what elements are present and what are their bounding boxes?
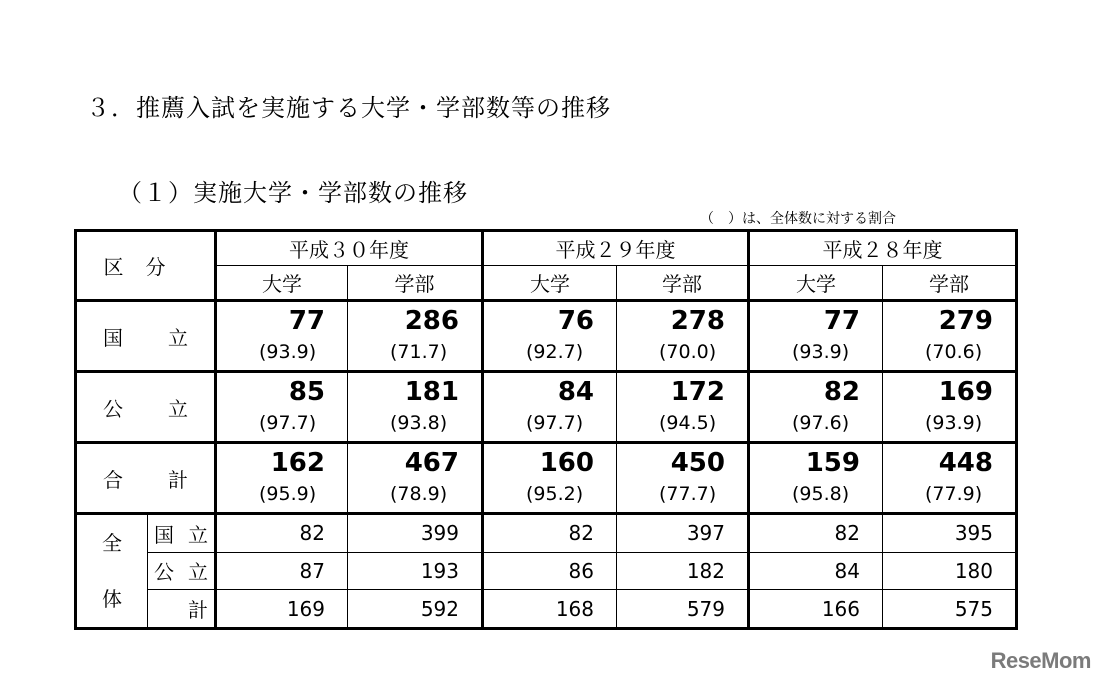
table-row bbox=[76, 514, 1017, 553]
value-cell: 448 (77.9) bbox=[883, 443, 1017, 514]
value-cell: 82 bbox=[216, 514, 348, 553]
header-year-h29: 平成２９年度 bbox=[483, 231, 749, 266]
zentai-label bbox=[76, 514, 148, 629]
table-row bbox=[76, 443, 1017, 514]
value-cell: 467 (78.9) bbox=[348, 443, 483, 514]
header-gakubu: 学部 bbox=[348, 266, 483, 301]
row-label-char: 計 bbox=[168, 467, 188, 492]
row-label-char: 公 bbox=[103, 396, 123, 421]
value-cell: 579 bbox=[617, 590, 749, 629]
value-cell: 193 bbox=[348, 552, 483, 590]
value-cell: 181 (93.8) bbox=[348, 372, 483, 443]
zentai-sub-label: 公 立 bbox=[148, 552, 216, 590]
value-cell: 168 bbox=[483, 590, 617, 629]
header-daigaku: 大学 bbox=[483, 266, 617, 301]
row-label-char: 合 bbox=[103, 467, 123, 492]
value-cell: 450 (77.7) bbox=[617, 443, 749, 514]
row-label bbox=[76, 301, 216, 372]
section-heading: ３．推薦入試を実施する大学・学部数等の推移 bbox=[86, 94, 611, 122]
value-cell: 575 bbox=[883, 590, 1017, 629]
value-cell: 162 (95.9) bbox=[216, 443, 348, 514]
value-cell: 182 bbox=[617, 552, 749, 590]
table-row bbox=[76, 590, 1017, 629]
value-cell: 279 (70.6) bbox=[883, 301, 1017, 372]
value-cell: 180 bbox=[883, 552, 1017, 590]
header-year-h30: 平成３０年度 bbox=[216, 231, 483, 266]
table-row bbox=[76, 301, 1017, 372]
table-row bbox=[76, 372, 1017, 443]
row-label bbox=[76, 443, 216, 514]
value-cell: 592 bbox=[348, 590, 483, 629]
value-cell: 87 bbox=[216, 552, 348, 590]
value-cell: 76 (92.7) bbox=[483, 301, 617, 372]
value-cell: 82 bbox=[483, 514, 617, 553]
zentai-sub-label: 計 bbox=[148, 590, 216, 629]
value-cell: 86 bbox=[483, 552, 617, 590]
value-cell: 172 (94.5) bbox=[617, 372, 749, 443]
value-cell: 77 (93.9) bbox=[749, 301, 883, 372]
value-cell: 82 bbox=[749, 514, 883, 553]
zentai-char: 体 bbox=[102, 587, 122, 611]
value-cell: 82 (97.6) bbox=[749, 372, 883, 443]
value-cell: 399 bbox=[348, 514, 483, 553]
value-cell: 397 bbox=[617, 514, 749, 553]
value-cell: 77 (93.9) bbox=[216, 301, 348, 372]
header-gakubu: 学部 bbox=[883, 266, 1017, 301]
resemom-logo: ReseMom bbox=[990, 648, 1091, 673]
data-table bbox=[74, 229, 1018, 630]
value-cell: 160 (95.2) bbox=[483, 443, 617, 514]
header-daigaku: 大学 bbox=[216, 266, 348, 301]
header-year-h28: 平成２８年度 bbox=[749, 231, 1017, 266]
row-label-char: 立 bbox=[168, 325, 188, 350]
table-row bbox=[76, 552, 1017, 590]
value-cell: 278 (70.0) bbox=[617, 301, 749, 372]
header-gakubu: 学部 bbox=[617, 266, 749, 301]
value-cell: 169 bbox=[216, 590, 348, 629]
header-daigaku: 大学 bbox=[749, 266, 883, 301]
header-kubun: 区分 bbox=[76, 231, 216, 301]
value-cell: 85 (97.7) bbox=[216, 372, 348, 443]
table-note: （ ）は、全体数に対する割合 bbox=[700, 211, 896, 227]
value-cell: 169 (93.9) bbox=[883, 372, 1017, 443]
value-cell: 166 bbox=[749, 590, 883, 629]
row-label-char: 立 bbox=[168, 396, 188, 421]
value-cell: 286 (71.7) bbox=[348, 301, 483, 372]
value-cell: 395 bbox=[883, 514, 1017, 553]
value-cell: 159 (95.8) bbox=[749, 443, 883, 514]
zentai-sub-label: 国 立 bbox=[148, 514, 216, 553]
row-label bbox=[76, 372, 216, 443]
subsection-heading: （１）実施大学・学部数の推移 bbox=[118, 179, 468, 207]
value-cell: 84 (97.7) bbox=[483, 372, 617, 443]
zentai-char: 全 bbox=[102, 531, 122, 555]
row-label-char: 国 bbox=[103, 325, 123, 350]
value-cell: 84 bbox=[749, 552, 883, 590]
